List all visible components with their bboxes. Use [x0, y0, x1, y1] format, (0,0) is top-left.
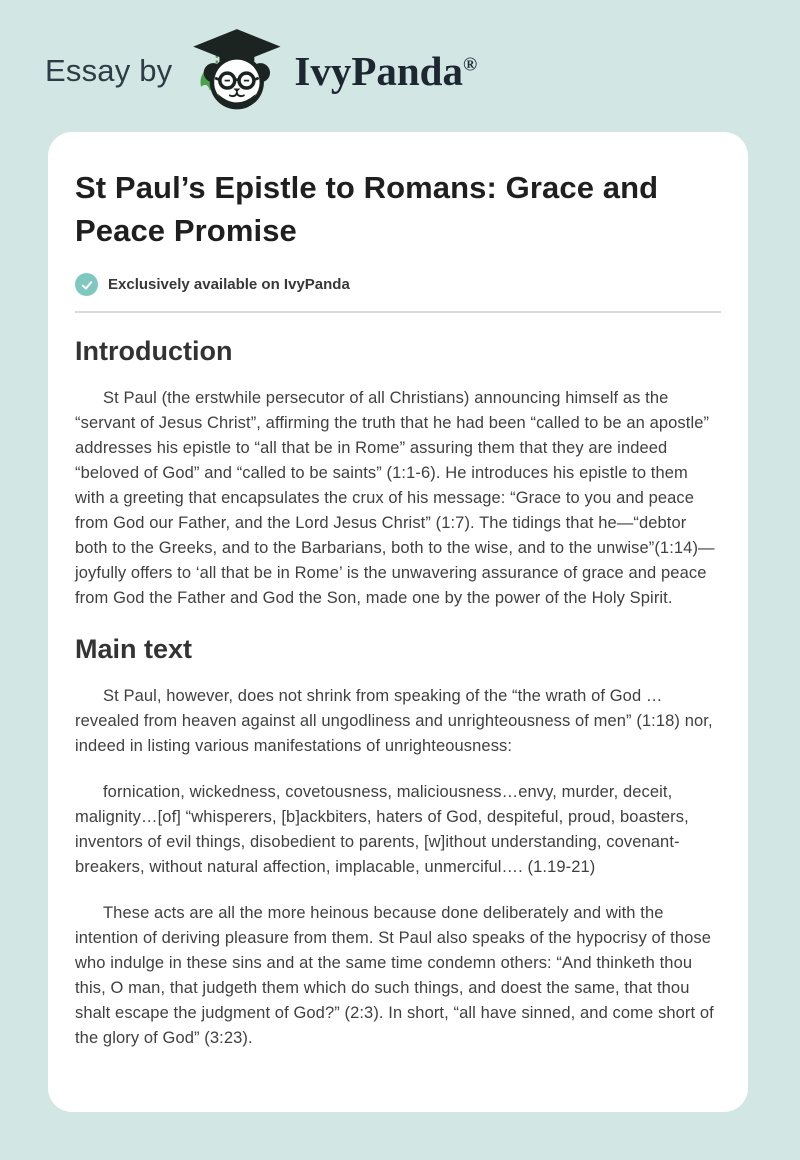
exclusive-badge-label: Exclusively available on IvyPanda — [108, 276, 350, 293]
paragraph: St Paul, however, does not shrink from speaking of the “the wrath of God … revealed from heaven against all ungodliness and unrighteousness of men” (1:18) nor, indeed in listing various manifestations of unrighteousness: — [75, 687, 713, 755]
brand-name — [294, 47, 478, 94]
registered-mark: ® — [462, 53, 478, 75]
section-introduction — [75, 336, 721, 611]
essay-title: St Paul’s Epistle to Romans: Grace and Peace Promise — [75, 170, 659, 248]
paragraph: St Paul (the erstwhile persecutor of all Christians) announcing himself as the “servant of Jesus Christ”, affirming the truth that he had been “called to be an apostle” addresses his epistle to “all that be in Rome” assuring them that they are indeed “beloved of God” and “called to be saints” (1:1-6). He introduces his epistle to them with a greeting that encapsulates the crux of his message: “Grace to you and peace from God our Father, and the Lord Jesus Christ” (1:7). The tidings that he—“debtor both to the Greeks, and to the Barbarians, both to the wise, and to the unwise”(1:14)—joyfully offers to ‘all that be in Rome’ is the unwavering assurance of grace and peace from God the Father and God the Son, made one by the power of the Holy Spirit. — [75, 389, 715, 607]
essay-card — [48, 132, 748, 1112]
main-text-heading: Main text — [75, 634, 193, 664]
introduction-heading: Introduction — [75, 336, 233, 366]
section-main-text — [75, 634, 721, 1051]
exclusive-badge — [75, 273, 721, 296]
check-icon — [75, 273, 98, 296]
paragraph: These acts are all the more heinous because done deliberately and with the intention of deriving pleasure from them. St Paul also speaks of the hypocrisy of those who indulge in these sins and at the same time condemn others: “And thinketh thou this, O man, that judgeth them which do such things, and doest the same, that thou shalt escape the judgment of God?” (2:3). In short, “all have sinned, and come short of the glory of God” (3:23). — [75, 904, 714, 1047]
brand-text: IvyPanda — [294, 47, 463, 94]
divider — [75, 311, 721, 313]
page-header — [0, 0, 800, 110]
quote-paragraph: fornication, wickedness, covetousness, maliciousness…envy, murder, deceit, malignity…[of] “whisperers, [b]ackbiters, haters of God, despiteful, proud, boasters, inventors of evil things, disobedient to parents, [w]ithout understanding, covenant-breakers, without natural affection, implacable, unmerciful…. (1.19-21) — [75, 783, 689, 876]
essay-by-label: Essay by — [45, 53, 173, 88]
panda-graduate-icon — [188, 27, 284, 115]
